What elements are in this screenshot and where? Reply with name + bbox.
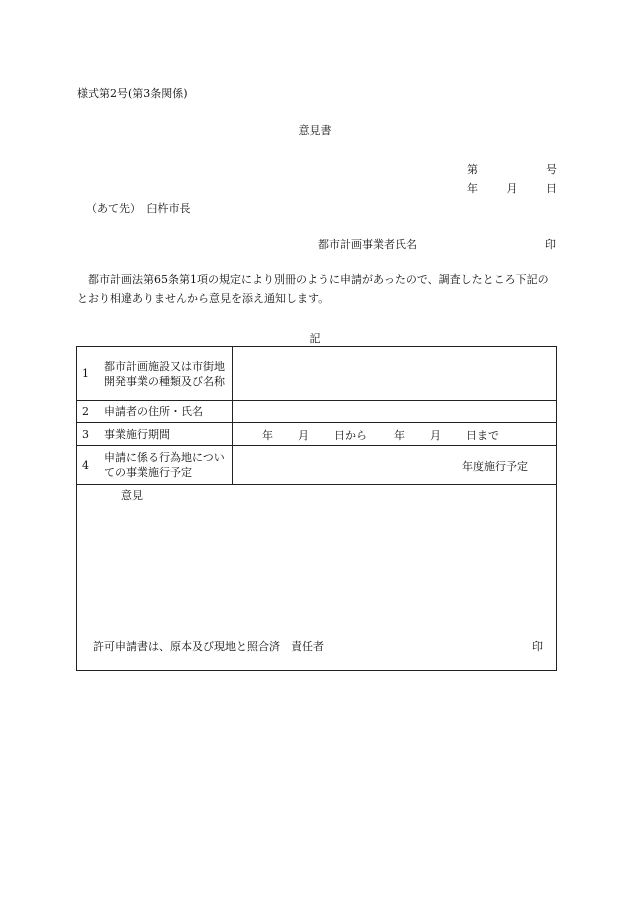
row-number: 2 [82, 405, 89, 418]
date-year: 年 [467, 182, 478, 195]
row-label: 事業施行期間 [104, 427, 170, 441]
seal-mark: 印 [545, 238, 556, 251]
number-prefix: 第 [467, 163, 478, 176]
period-start-month: 月 [298, 429, 309, 442]
seal-mark: 印 [532, 640, 543, 653]
date-line [467, 180, 557, 196]
period-end-day: 日まで [466, 429, 499, 442]
row-label-cell [77, 446, 233, 484]
row-label-cell [77, 401, 233, 422]
period-end-year: 年 [394, 429, 405, 442]
form-table [76, 346, 557, 671]
row-label: 都市計画施設又は市街地開発事業の種類及び名称 [104, 359, 225, 388]
row-label-cell [77, 347, 233, 400]
date-month: 月 [506, 182, 518, 195]
period-start-year: 年 [262, 429, 273, 442]
period-end-month: 月 [430, 429, 441, 442]
facility-name-field[interactable] [233, 347, 556, 400]
row-label: 申請者の住所・氏名 [104, 405, 203, 418]
document-number-line [467, 161, 557, 177]
business-name-label: 都市計画事業者氏名 [318, 238, 417, 251]
addressee: （あて先） 臼杵市長 [86, 202, 191, 215]
table-row [77, 347, 556, 401]
table-row [77, 423, 556, 446]
ki-heading: 記 [309, 332, 321, 345]
planned-schedule-field[interactable] [233, 446, 556, 484]
opinion-section[interactable] [77, 485, 556, 670]
applicant-address-name-field[interactable] [233, 401, 556, 422]
row-number: 4 [82, 458, 89, 472]
document-title: 意見書 [298, 124, 332, 137]
opinion-label: 意見 [121, 489, 143, 502]
row-number: 1 [82, 367, 89, 380]
row-number: 3 [82, 427, 89, 441]
verification-note: 許可申請書は、原本及び現地と照合済 責任者 [93, 640, 324, 653]
project-period-field[interactable] [233, 423, 556, 445]
table-row [77, 401, 556, 423]
row-label-cell [77, 423, 233, 445]
body-paragraph: 都市計画法第65条第1項の規定により別冊のように申請があったので、調査したところ下記のとおり相違ありませんから意見を添え通知します。 [77, 273, 549, 305]
number-suffix: 号 [546, 163, 557, 176]
period-start-day: 日から [334, 429, 367, 442]
table-row [77, 446, 556, 485]
planned-year-suffix: 年度施行予定 [462, 460, 528, 473]
form-number: 様式第2号(第3条関係) [77, 87, 188, 100]
date-day: 日 [546, 182, 557, 195]
row-label: 申請に係る行為地についての事業施行予定 [104, 451, 225, 479]
